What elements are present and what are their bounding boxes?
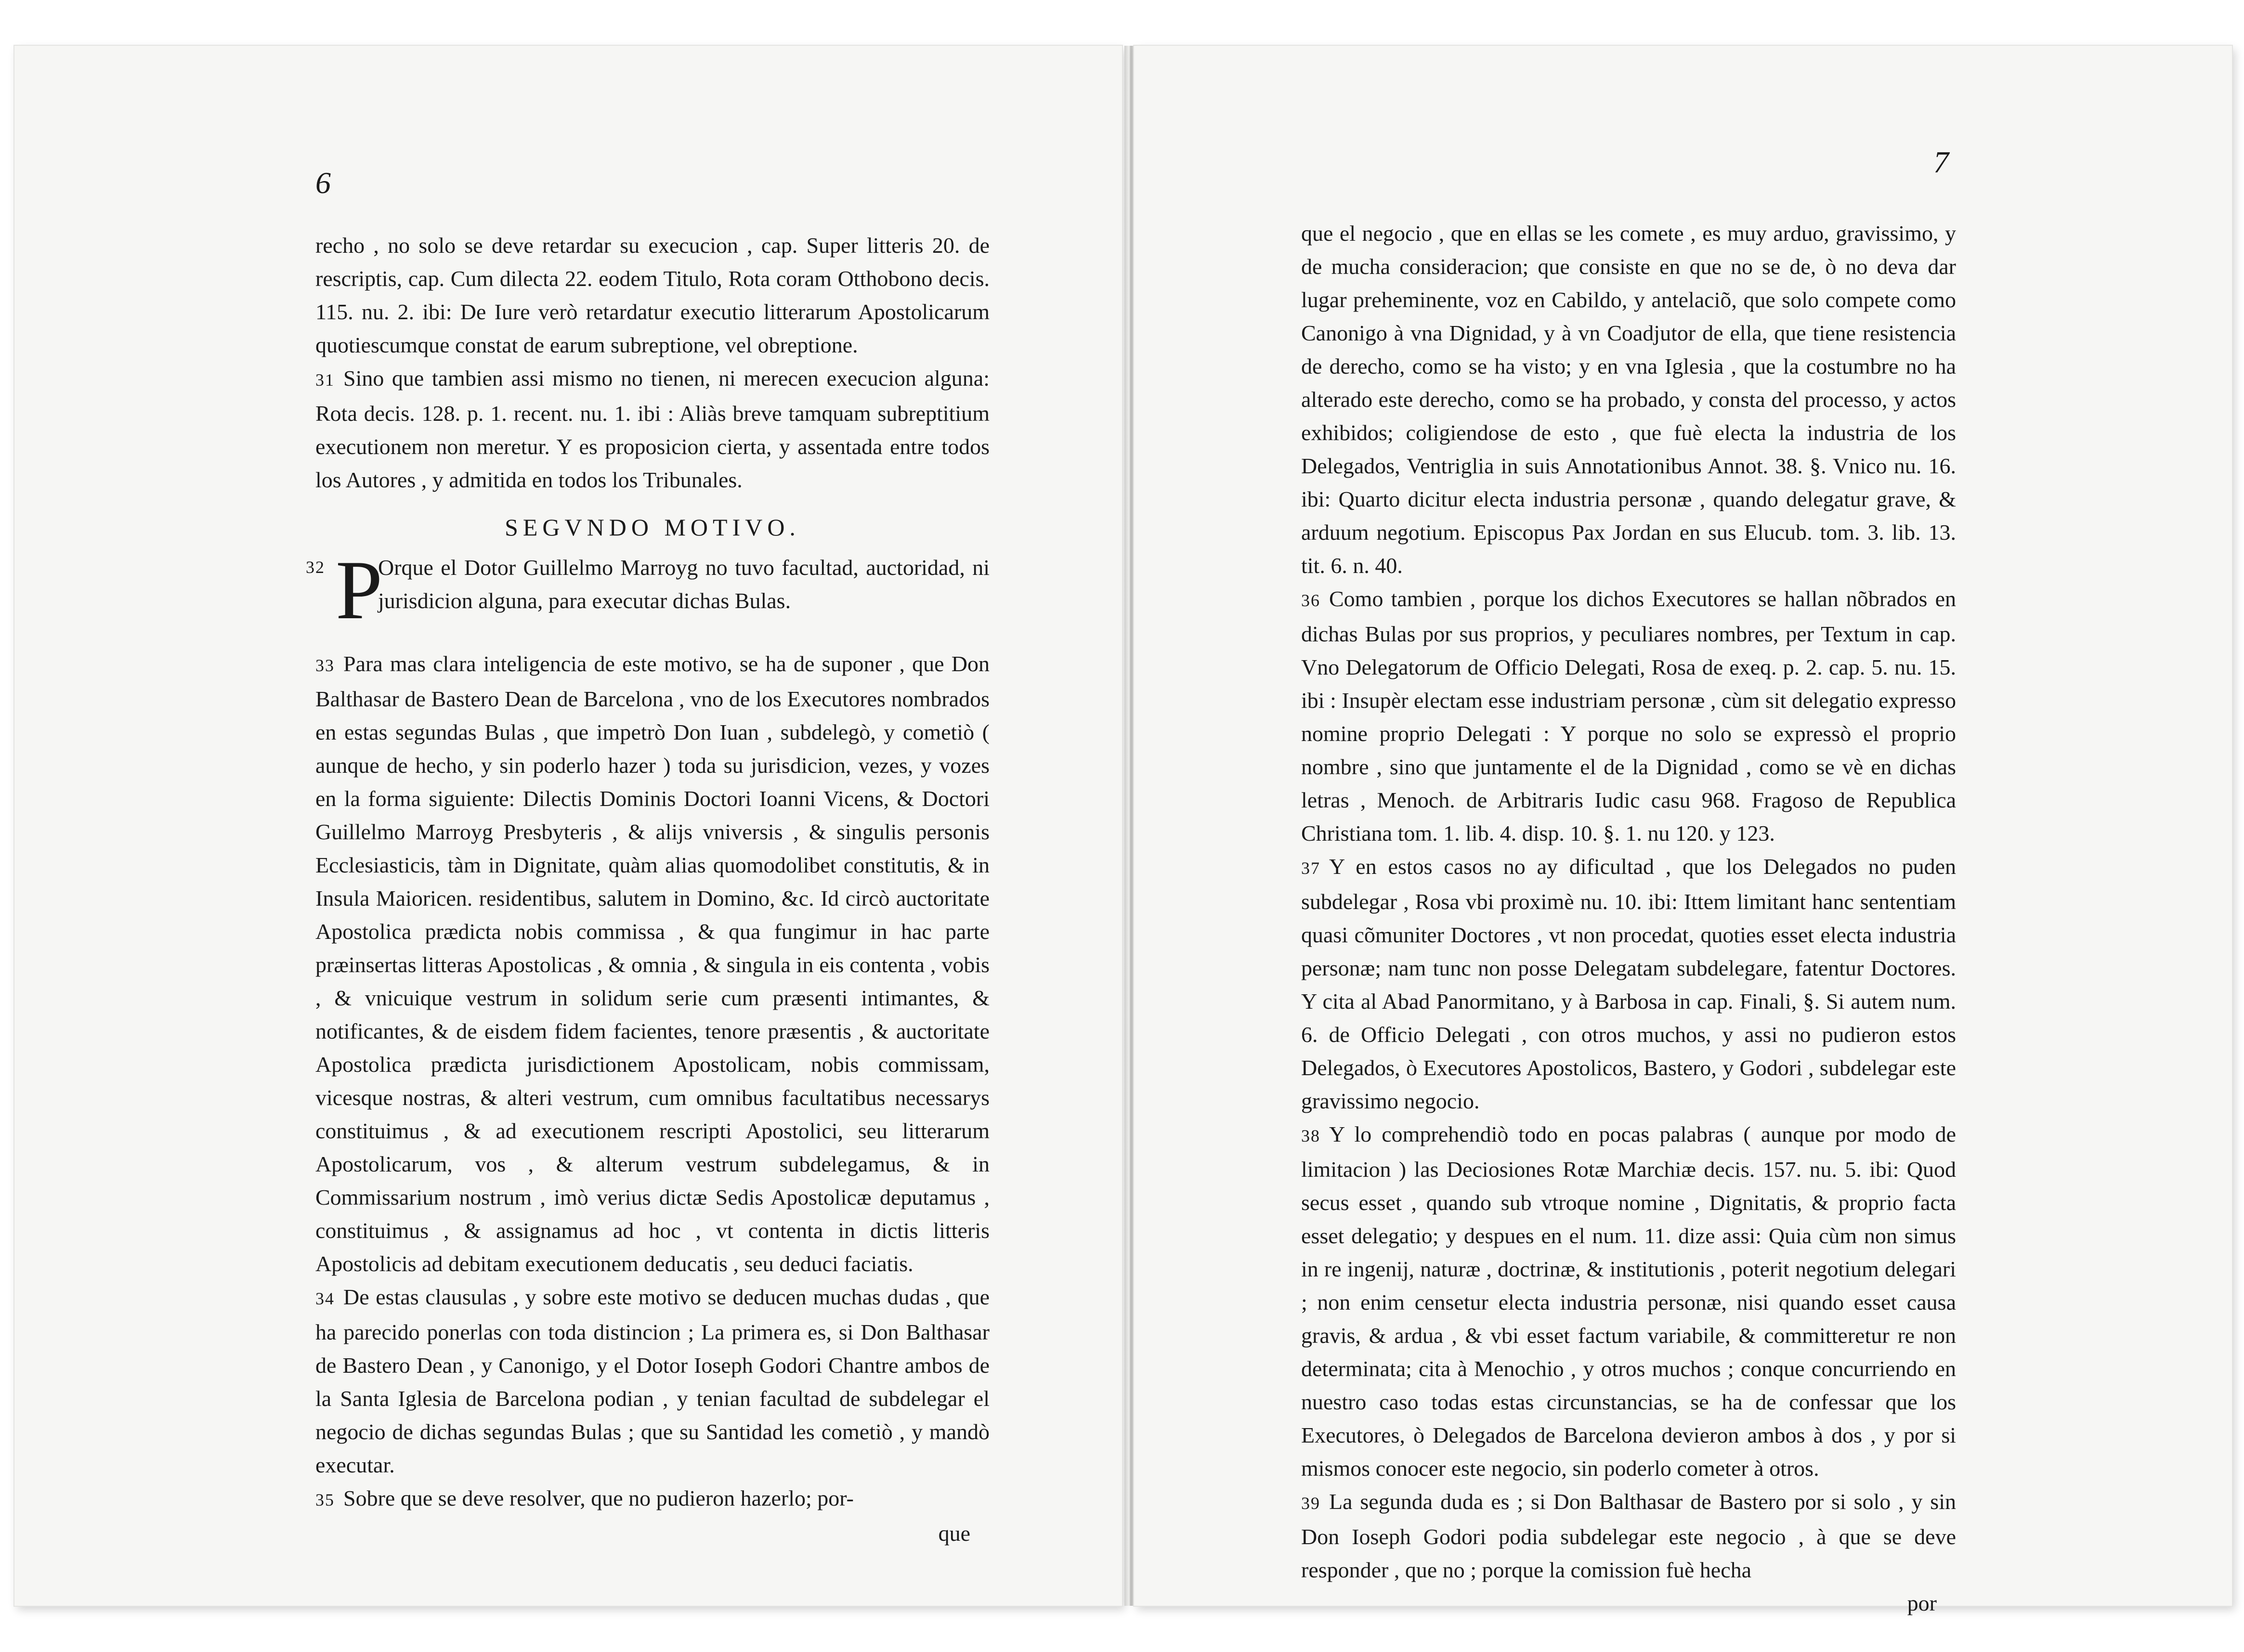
left-page-text [306, 229, 990, 1550]
paragraph-text: Y en estos casos no ay dificultad , que los Delegados no puden subdelegar , Rosa vbi proximè nu. 10. ibi: Ittem limitant hanc sententiam quasi cõmuniter Doctores , vt non procedat, quoties esset electa industria personæ; nam tunc non posse Delegatam subdelegare, fatentur Doctores. Y cita al Abad Panormitano, y à Barbosa in cap. Finali, §. Si autem num. 6. de Officio Delegati , con otros muchos, y assi no pudieron estos Delegados, ò Executores Apostolicos, Bastero, y Godori , subdelegar este gravissimo negocio. [1301, 854, 1956, 1113]
paragraph-number: 39 [1301, 1494, 1320, 1513]
paragraph-text: Sobre que se deve resolver, que no pudieron hazerlo; por- [343, 1486, 854, 1510]
paragraph-number: 33 [315, 656, 335, 675]
paragraph-36 [1301, 582, 1956, 850]
paragraph-number: 38 [1301, 1126, 1320, 1145]
left-page [14, 46, 1122, 1606]
paragraph-38 [1301, 1118, 1956, 1485]
paragraph-continuation: recho , no solo se deve retardar su execucion , cap. Super litteris 20. de rescriptis, cap. Cum dilecta 22. eodem Titulo, Rota coram Otthobono decis. 115. nu. 2. ibi: De Iure verò retardatur executio litterarum Apostolicarum quotiescumque constat de earum subreptione, vel obreptione. [315, 233, 990, 357]
paragraph-text: Como tambien , porque los dichos Executores se hallan nõbrados en dichas Bulas por sus proprios, y peculiares nombres, per Textum in cap. Vno Delegatorum de Officio Delegati, Rosa de exeq. p. 2. cap. 5. nu. 15. ibi : Insupèr electam esse industriam personæ , cùm sit delegatio expresso nomine proprio Delegati : Y porque no solo se expressò el proprio nombre , sino que juntamente el de la Dignidad , como se vè en dichas letras , Menoch. de Arbitraris Iudic casu 968. Fragoso de Republica Christiana tom. 1. lib. 4. disp. 10. §. 1. nu 120. y 123. [1301, 586, 1956, 846]
paragraph-number: 32 [306, 558, 325, 577]
section-heading: SEGVNDO MOTIVO. [505, 514, 800, 541]
catchword: que [938, 1521, 970, 1546]
paragraph-number: 35 [315, 1490, 335, 1509]
right-page [1134, 46, 2232, 1615]
paragraph-37 [1301, 850, 1956, 1118]
paragraph-32 [306, 543, 990, 647]
paragraph-31 [315, 362, 990, 496]
paragraph-39 [1301, 1485, 1956, 1587]
paragraph-number: 34 [315, 1289, 335, 1308]
drop-cap: P [336, 543, 383, 637]
paragraph-number: 31 [315, 370, 335, 390]
catchword: por [1907, 1591, 1937, 1615]
page-number: 6 [315, 166, 331, 200]
paragraph-text: Orque el Dotor Guillelmo Marroyg no tuvo facultad, auctoridad, ni jurisdicion alguna, para executar dichas Bulas. [378, 555, 990, 613]
paragraph-number: 36 [1301, 591, 1320, 610]
paragraph-text: Para mas clara inteligencia de este motivo, se ha de suponer , que Don Balthasar de Bastero Dean de Barcelona , vno de los Executores nombrados en estas segundas Bulas , que impetrò Don Iuan , subdelegò, y cometiò ( aunque de hecho, y sin poderlo hazer ) toda su jurisdicion, vezes, y vozes en la forma siguiente: Dilectis Dominis Doctori Ioanni Vicens, & Doctori Guillelmo Marroyg Presbyteris , & alijs vniversis , & singulis personis Ecclesiasticis, tàm in Dignitate, quàm alias quomodolibet constitutis, & in Insula Maioricen. residentibus, salutem in Domino, &c. Id circò auctoritate Apostolica prædicta nobis commissa , & qua fungimur in hac parte præinsertas litteras Apostolicas , & omnia , & singula in eis contenta , vobis , & vnicuique vestrum in solidum serie cum præsenti intimantes, & notificantes, & de eisdem fidem facientes, tenore præsentis , & auctoritate Apostolica prædicta jurisdictionem Apostolicam, nobis commissam, vicesque nostras, & alteri vestrum, cum omnibus facultatibus necessarys constituimus , & ad executionem rescripti Apostolici, seu litterarum Apostolicarum, vos , & alterum vestrum subdelegamus, & in Commissarium nostrum , imò verius dictæ Sedis Apostolicæ deputamus , constituimus , & assignamus ad hoc , vt contenta in dictis litteris Apostolicis ad debitam executionem deducatis , seu deduci faciatis. [315, 651, 990, 1276]
paragraph-35 [315, 1482, 990, 1517]
paragraph-text: Y lo comprehendiò todo en pocas palabras ( aunque por modo de limitacion ) las Deciosiones Rotæ Marchiæ decis. 157. nu. 5. ibi: Quod secus esset , quando sub vtroque nomine , Dignitatis, & proprio facta esset delegatio; y despues en el num. 11. dize assi: Quia cùm non simus in re ingenij, naturæ , doctrinæ, & institutionis , poterit negotium delegari ; non enim censetur electa industria personæ, nisi quando esset causa gravis, & ardua , & vbi esset factum variabile, & committeretur re non determinata; cita à Menochio , y otros muchos ; conque concurriendo en nuestro caso todas estas circunstancias, se ha de confessar que los Executores, ò Delegados de Barcelona devieron ambos à dos , y por si mismos conocer este negocio, sin poderlo cometer à otros. [1301, 1122, 1956, 1481]
page-number: 7 [1933, 145, 1949, 179]
paragraph-text: La segunda duda es ; si Don Balthasar de Bastero por si solo , y sin Don Ioseph Godori podia subdelegar este negocio , à que se deve responder , que no ; porque la comission fuè hecha [1301, 1489, 1956, 1582]
paragraph-number: 37 [1301, 859, 1320, 878]
paragraph-text: De estas clausulas , y sobre este motivo se deducen muchas dudas , que ha parecido ponerlas con toda distincion ; La primera es, si Don Balthasar de Bastero Dean , y Canonigo, y el Dotor Ioseph Godori Chantre ambos de la Santa Iglesia de Barcelona podian , y tenian facultad de subdelegar el negocio de dichas segundas Bulas ; que su Santidad les cometiò , y mandò executar. [315, 1285, 990, 1477]
paragraph-33 [315, 647, 990, 1280]
paragraph-text: Sino que tambien assi mismo no tienen, ni merecen execucion alguna: Rota decis. 128. p. 1. recent. nu. 1. ibi : Aliàs breve tamquam subreptitium executionem non meretur. Y es proposicion cierta, y assentada entre todos los Autores , y admitida en todos los Tribunales. [315, 366, 990, 492]
paragraph-34 [315, 1280, 990, 1482]
right-page-text [1301, 217, 1956, 1620]
paragraph-continuation: que el negocio , que en ellas se les comete , es muy arduo, gravissimo, y de mucha consideracion; que consiste en que no se de, ò no deva dar lugar preheminente, voz en Cabildo, y antelaciõ, que solo compete como Canonigo à vna Dignidad, y à vn Coadjutor de ella, que tiene resistencia de derecho, como se ha visto; y en vna Iglesia , que la costumbre no ha alterado este derecho, como se ha probado, y consta del processo, y actos exhibidos; coligiendose de esto , que fuè electa la industria de los Delegados, Ventriglia in suis Annotationibus Annot. 38. §. Vnico nu. 16. ibi: Quarto dicitur electa industria personæ , quando delegatur grave, & arduum negotium. Episcopus Pax Jordan en sus Elucub. tom. 3. lib. 13. tit. 6. n. 40. [1301, 221, 1956, 578]
